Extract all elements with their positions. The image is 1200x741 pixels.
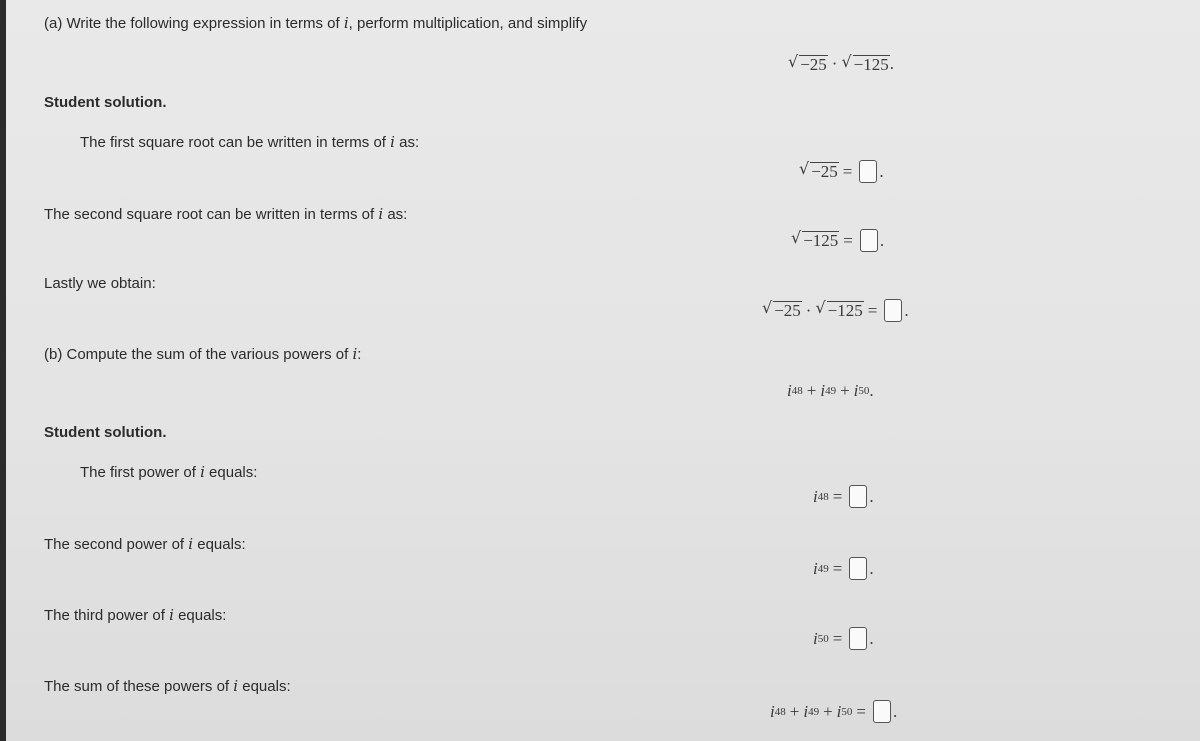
part-a-expression: √ −25 · √ −125 . bbox=[788, 52, 895, 74]
part-a-step3-label: Lastly we obtain: bbox=[44, 275, 156, 292]
part-a-step3-equation: √ −25 · √ −125 = . bbox=[762, 298, 909, 321]
part-b-heading: Student solution. bbox=[44, 424, 167, 441]
part-b-step3-label: The third power of i equals: bbox=[44, 606, 227, 624]
part-b-step2-equation: i 49 = . bbox=[813, 557, 874, 580]
part-a-step1-label: The first square root can be written in terms of i as: bbox=[80, 133, 420, 151]
answer-box-sqrt-25[interactable] bbox=[859, 160, 877, 183]
answer-box-sum[interactable] bbox=[873, 700, 891, 723]
part-b-step4-equation: i 48 + i 49 + i 50 = . bbox=[770, 700, 897, 723]
answer-box-sqrt-125[interactable] bbox=[860, 229, 878, 252]
part-b-step4-label: The sum of these powers of i equals: bbox=[44, 677, 291, 695]
part-a-step2-label: The second square root can be written in terms of i as: bbox=[44, 205, 408, 223]
answer-box-i50[interactable] bbox=[849, 627, 867, 650]
part-b-prompt: (b) Compute the sum of the various powers of i: bbox=[44, 345, 362, 363]
part-b-step2-label: The second power of i equals: bbox=[44, 535, 246, 553]
part-b-step3-equation: i 50 = . bbox=[813, 627, 874, 650]
part-a-prompt: (a) Write the following expression in terms of i, perform multiplication, and simplify bbox=[44, 14, 588, 32]
part-a-step2-equation: √ −125 = . bbox=[791, 228, 885, 251]
window-edge bbox=[0, 0, 6, 741]
part-b-expression: i 48 + i 49 + i 50 . bbox=[787, 381, 874, 400]
part-a-heading: Student solution. bbox=[44, 94, 167, 111]
answer-box-i49[interactable] bbox=[849, 557, 867, 580]
part-a-step1-equation: √ −25 = . bbox=[799, 159, 884, 182]
part-b-step1-label: The first power of i equals: bbox=[80, 463, 258, 481]
answer-box-product[interactable] bbox=[884, 299, 902, 322]
part-b-step1-equation: i 48 = . bbox=[813, 485, 874, 508]
answer-box-i48[interactable] bbox=[849, 485, 867, 508]
